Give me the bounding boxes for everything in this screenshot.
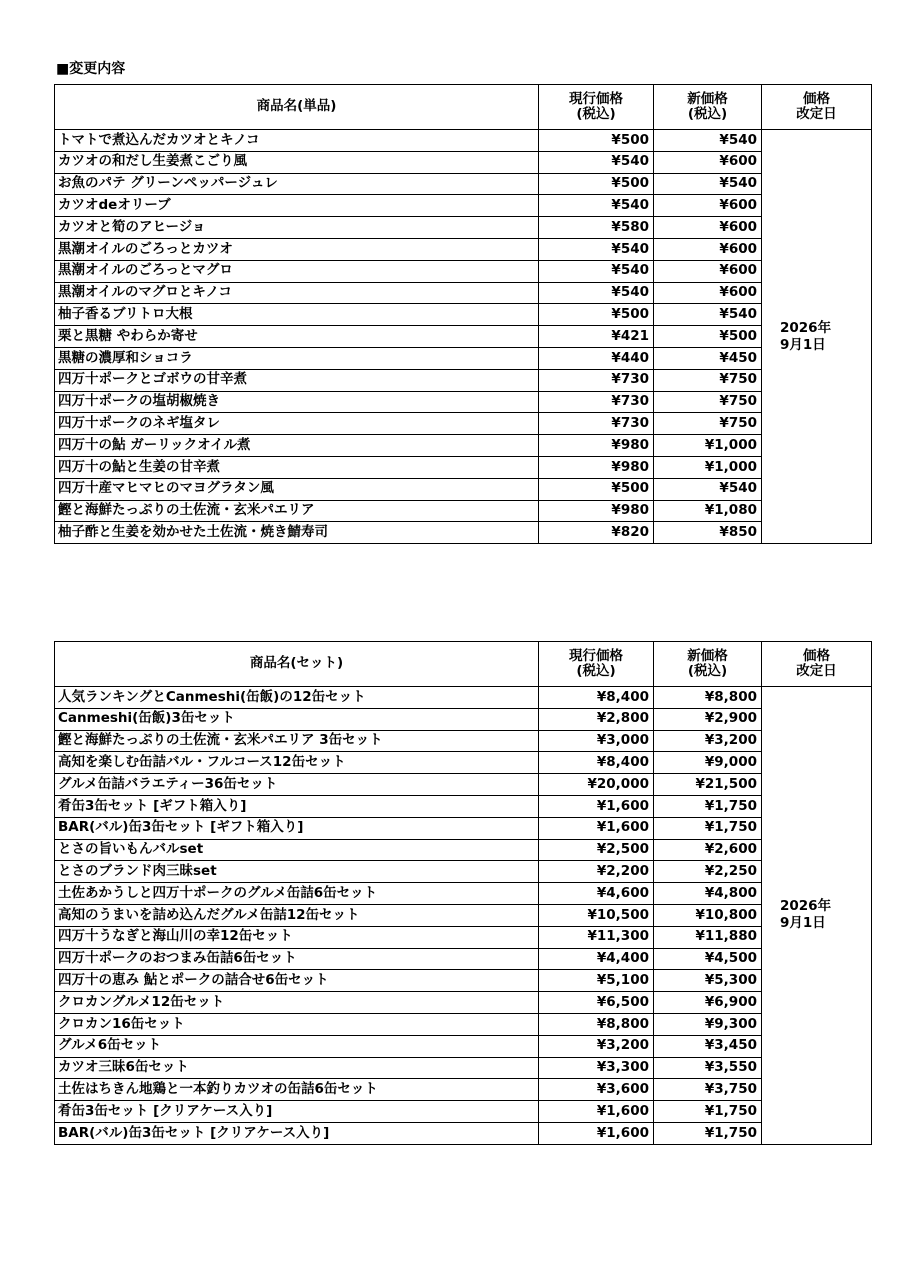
product-name-cell: 四万十の鮎 ガーリックオイル煮 [55,435,539,457]
product-name-cell: Canmeshi(缶飯)3缶セット [55,708,539,730]
new-price-cell: ¥3,200 [654,730,762,752]
new-price-header [654,85,762,130]
new-price-cell: ¥1,080 [654,500,762,522]
current-price-header-line1: 現行価格 [569,91,623,107]
new-price-cell: ¥600 [654,282,762,304]
product-name-cell: お魚のパテ グリーンペッパージュレ [55,173,539,195]
new-price-cell: ¥9,000 [654,752,762,774]
table-row [55,260,872,282]
product-name-cell: BAR(バル)缶3缶セット [ギフト箱入り] [55,817,539,839]
table-row [55,195,872,217]
table-row [55,970,872,992]
product-name-cell: 四万十ポークのおつまみ缶詰6缶セット [55,948,539,970]
current-price-header [539,85,654,130]
product-name-cell: 高知を楽しむ缶詰バル・フルコース12缶セット [55,752,539,774]
table-header-row [55,85,872,130]
new-price-cell: ¥1,750 [654,795,762,817]
table-row [55,730,872,752]
product-name-cell: 四万十の恵み 鮎とポークの詰合せ6缶セット [55,970,539,992]
product-name-cell: 肴缶3缶セット [クリアケース入り] [55,1101,539,1123]
new-price-cell: ¥9,300 [654,1013,762,1035]
table-row [55,708,872,730]
new-price-cell: ¥1,000 [654,435,762,457]
table-row [55,347,872,369]
new-price-cell: ¥4,500 [654,948,762,970]
new-price-cell: ¥2,600 [654,839,762,861]
product-name-cell: 栗と黒糖 やわらか寄せ [55,326,539,348]
current-price-cell: ¥8,800 [539,1013,654,1035]
set-item-price-table [54,641,872,1145]
current-price-cell: ¥421 [539,326,654,348]
current-price-cell: ¥540 [539,195,654,217]
new-price-header-line1: 新価格 [687,648,728,664]
revision-date-cell [762,687,872,1145]
new-price-cell: ¥600 [654,151,762,173]
revision-date-day: 9月1日 [780,915,826,932]
new-price-cell: ¥6,900 [654,992,762,1014]
new-price-cell: ¥540 [654,304,762,326]
table-row [55,817,872,839]
new-price-cell: ¥600 [654,195,762,217]
revision-date-header-line1: 価格 [803,648,830,664]
new-price-cell: ¥600 [654,260,762,282]
table-row [55,992,872,1014]
product-name-cell: とさの旨いもんバルset [55,839,539,861]
current-price-cell: ¥500 [539,173,654,195]
new-price-cell: ¥5,300 [654,970,762,992]
table-row [55,130,872,152]
new-price-cell: ¥750 [654,391,762,413]
current-price-cell: ¥540 [539,260,654,282]
current-price-cell: ¥580 [539,217,654,239]
new-price-cell: ¥750 [654,413,762,435]
product-name-cell: 四万十の鮎と生姜の甘辛煮 [55,456,539,478]
current-price-header-line2: (税込) [576,662,616,679]
table-row [55,926,872,948]
product-name-cell: カツオの和だし生姜煮こごり風 [55,151,539,173]
product-name-cell: 四万十ポークのネギ塩タレ [55,413,539,435]
product-name-cell: カツオと筍のアヒージョ [55,217,539,239]
current-price-cell: ¥2,800 [539,708,654,730]
new-price-cell: ¥3,450 [654,1035,762,1057]
table-row [55,774,872,796]
table-row [55,1057,872,1079]
current-price-cell: ¥440 [539,347,654,369]
current-price-cell: ¥4,400 [539,948,654,970]
current-price-cell: ¥540 [539,151,654,173]
table-row [55,456,872,478]
current-price-cell: ¥730 [539,391,654,413]
current-price-cell: ¥3,600 [539,1079,654,1101]
product-name-cell: 人気ランキングとCanmeshi(缶飯)の12缶セット [55,687,539,709]
new-price-cell: ¥750 [654,369,762,391]
current-price-cell: ¥11,300 [539,926,654,948]
table-row [55,326,872,348]
new-price-cell: ¥21,500 [654,774,762,796]
current-price-header-line2: (税込) [576,105,616,122]
new-price-cell: ¥8,800 [654,687,762,709]
new-price-cell: ¥1,750 [654,1122,762,1144]
table-row [55,861,872,883]
table-row [55,435,872,457]
new-price-cell: ¥450 [654,347,762,369]
new-price-cell: ¥540 [654,173,762,195]
product-name-cell: 鰹と海鮮たっぷりの土佐流・玄米パエリア 3缶セット [55,730,539,752]
product-name-cell: グルメ缶詰バラエティー36缶セット [55,774,539,796]
new-price-cell: ¥2,250 [654,861,762,883]
product-name-cell: 肴缶3缶セット [ギフト箱入り] [55,795,539,817]
section-title: ■変更内容 [56,61,126,77]
new-price-cell: ¥3,550 [654,1057,762,1079]
current-price-cell: ¥6,500 [539,992,654,1014]
table-row [55,173,872,195]
table-row [55,413,872,435]
new-price-cell: ¥850 [654,522,762,544]
current-price-cell: ¥820 [539,522,654,544]
current-price-cell: ¥1,600 [539,1101,654,1123]
table-row [55,839,872,861]
current-price-cell: ¥1,600 [539,817,654,839]
product-name-cell: トマトで煮込んだカツオとキノコ [55,130,539,152]
new-price-cell: ¥540 [654,478,762,500]
current-price-cell: ¥730 [539,369,654,391]
table-row [55,1101,872,1123]
new-price-cell: ¥1,750 [654,817,762,839]
current-price-cell: ¥3,000 [539,730,654,752]
current-price-cell: ¥3,200 [539,1035,654,1057]
new-price-cell: ¥4,800 [654,883,762,905]
current-price-cell: ¥500 [539,304,654,326]
product-name-cell: 黒糖の濃厚和ショコラ [55,347,539,369]
current-price-cell: ¥980 [539,456,654,478]
current-price-header [539,642,654,687]
product-name-cell: グルメ6缶セット [55,1035,539,1057]
product-name-cell: 柚子酢と生姜を効かせた土佐流・焼き鯖寿司 [55,522,539,544]
table-row [55,1013,872,1035]
current-price-cell: ¥2,200 [539,861,654,883]
new-price-cell: ¥10,800 [654,904,762,926]
table-row [55,304,872,326]
product-name-header: 商品名(セット) [55,642,539,687]
revision-date-header [762,642,872,687]
current-price-cell: ¥8,400 [539,687,654,709]
product-name-cell: 四万十ポークとゴボウの甘辛煮 [55,369,539,391]
single-item-price-table [54,84,872,544]
product-name-cell: 高知のうまいを詰め込んだグルメ缶詰12缶セット [55,904,539,926]
new-price-cell: ¥500 [654,326,762,348]
new-price-header-line1: 新価格 [687,91,728,107]
table-row [55,795,872,817]
product-name-cell: カツオdeオリーブ [55,195,539,217]
table-row [55,369,872,391]
product-name-cell: クロカングルメ12缶セット [55,992,539,1014]
new-price-cell: ¥600 [654,238,762,260]
new-price-cell: ¥540 [654,130,762,152]
revision-date-day: 9月1日 [780,336,826,353]
current-price-cell: ¥1,600 [539,1122,654,1144]
new-price-cell: ¥3,750 [654,1079,762,1101]
table-row [55,151,872,173]
table-row [55,217,872,239]
current-price-cell: ¥980 [539,500,654,522]
product-name-cell: カツオ三昧6缶セット [55,1057,539,1079]
table-row [55,522,872,544]
product-name-cell: 黒潮オイルのごろっとマグロ [55,260,539,282]
new-price-header-line2: (税込) [687,662,728,679]
set-table-body [55,687,872,1145]
current-price-cell: ¥540 [539,238,654,260]
current-price-cell: ¥5,100 [539,970,654,992]
product-name-cell: とさのブランド肉三昧set [55,861,539,883]
product-name-cell: 四万十うなぎと海山川の幸12缶セット [55,926,539,948]
product-name-cell: 黒潮オイルのマグロとキノコ [55,282,539,304]
single-table-body [55,130,872,544]
revision-date-header-line2: 改定日 [796,105,837,122]
current-price-cell: ¥3,300 [539,1057,654,1079]
table-row [55,1122,872,1144]
table-row [55,391,872,413]
current-price-header-line1: 現行価格 [569,648,623,664]
revision-date-year: 2026年 [780,319,832,336]
table-row [55,238,872,260]
current-price-cell: ¥2,500 [539,839,654,861]
revision-date-year: 2026年 [780,898,832,915]
product-name-cell: 土佐あかうしと四万十ポークのグルメ缶詰6缶セット [55,883,539,905]
table-row [55,904,872,926]
table-row [55,883,872,905]
new-price-cell: ¥2,900 [654,708,762,730]
product-name-header: 商品名(単品) [55,85,539,130]
product-name-cell: 鰹と海鮮たっぷりの土佐流・玄米パエリア [55,500,539,522]
new-price-cell: ¥1,750 [654,1101,762,1123]
new-price-cell: ¥600 [654,217,762,239]
revision-date-header-line1: 価格 [803,91,830,107]
revision-date-header [762,85,872,130]
table-row [55,687,872,709]
table-row [55,948,872,970]
table-row [55,752,872,774]
current-price-cell: ¥1,600 [539,795,654,817]
product-name-cell: 四万十ポークの塩胡椒焼き [55,391,539,413]
new-price-header-line2: (税込) [687,105,728,122]
product-name-cell: 柚子香るブリトロ大根 [55,304,539,326]
new-price-cell: ¥11,880 [654,926,762,948]
revision-date-header-line2: 改定日 [796,662,837,679]
product-name-cell: 土佐はちきん地鶏と一本釣りカツオの缶詰6缶セット [55,1079,539,1101]
current-price-cell: ¥4,600 [539,883,654,905]
product-name-cell: 四万十産マヒマヒのマヨグラタン風 [55,478,539,500]
current-price-cell: ¥10,500 [539,904,654,926]
table-header-row [55,642,872,687]
product-name-cell: BAR(バル)缶3缶セット [クリアケース入り] [55,1122,539,1144]
new-price-cell: ¥1,000 [654,456,762,478]
current-price-cell: ¥540 [539,282,654,304]
current-price-cell: ¥500 [539,130,654,152]
current-price-cell: ¥20,000 [539,774,654,796]
table-row [55,500,872,522]
table-row [55,1035,872,1057]
current-price-cell: ¥730 [539,413,654,435]
table-row [55,478,872,500]
current-price-cell: ¥980 [539,435,654,457]
product-name-cell: クロカン16缶セット [55,1013,539,1035]
product-name-cell: 黒潮オイルのごろっとカツオ [55,238,539,260]
revision-date-cell [762,130,872,544]
table-row [55,1079,872,1101]
current-price-cell: ¥8,400 [539,752,654,774]
current-price-cell: ¥500 [539,478,654,500]
table-row [55,282,872,304]
new-price-header [654,642,762,687]
